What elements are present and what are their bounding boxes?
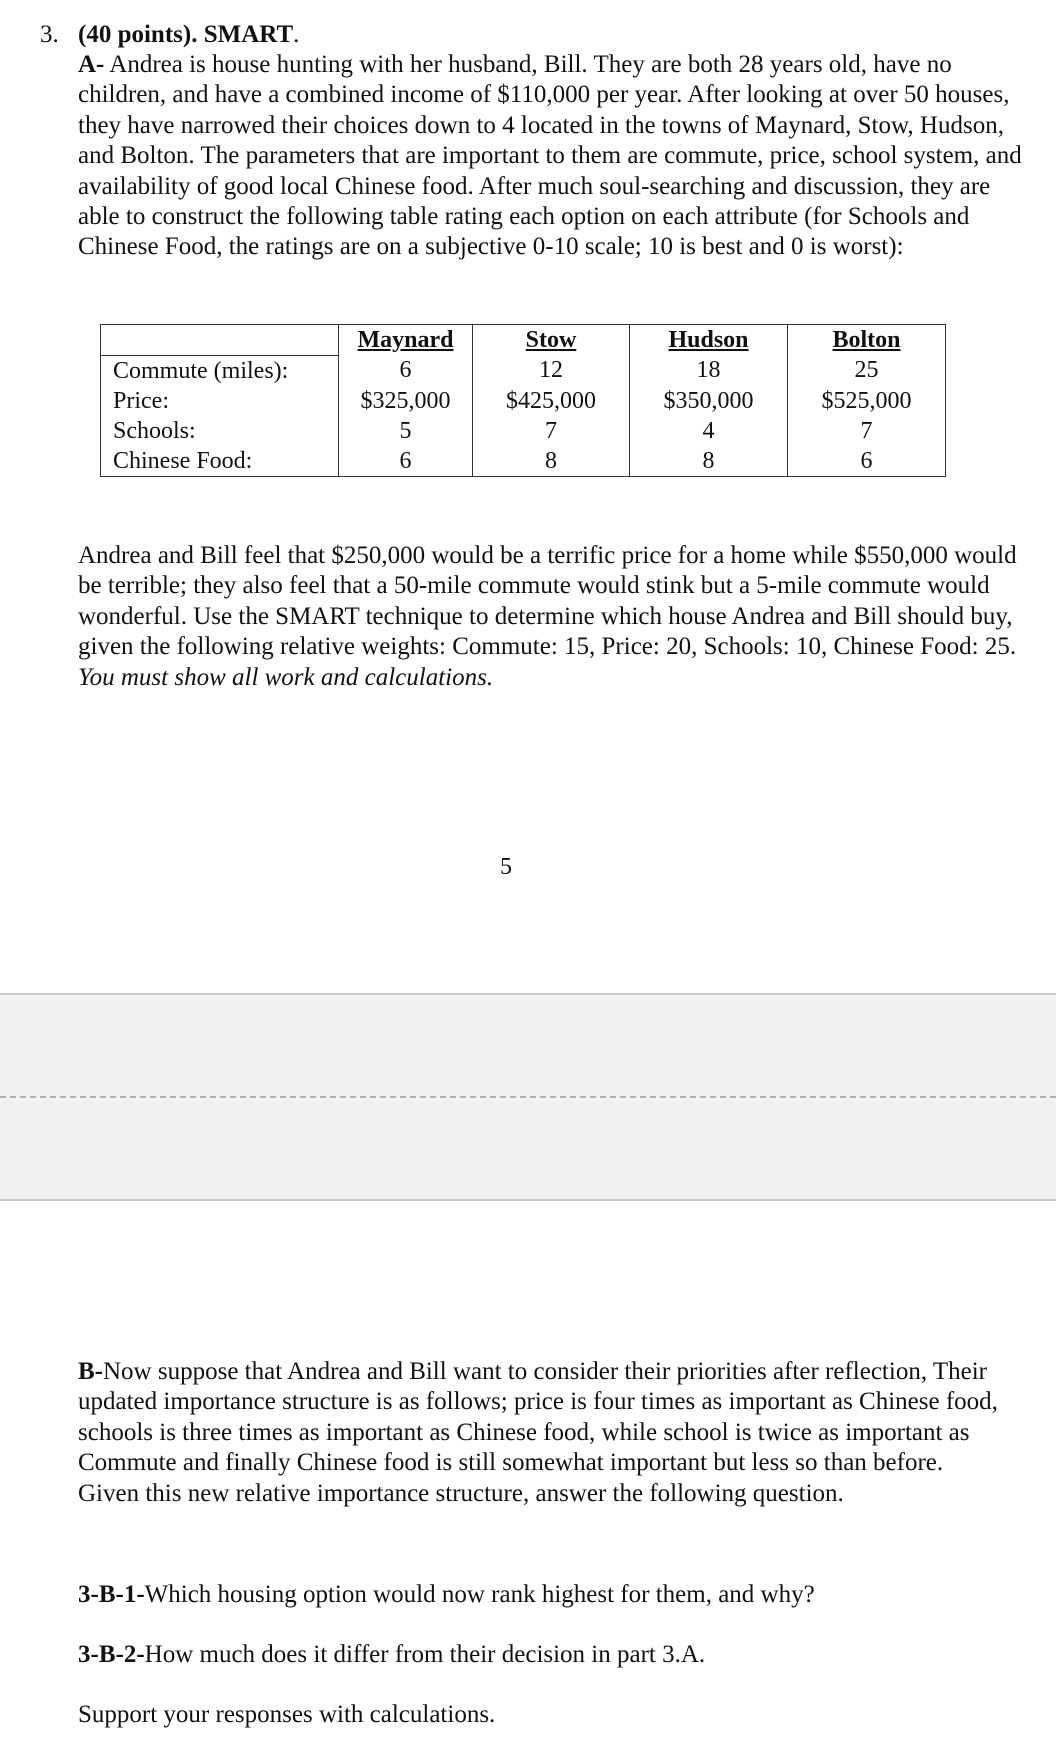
table-cell: $350,000: [630, 386, 788, 416]
part-b-followup: Given this new relative importance structure, answer the following question.: [78, 1479, 844, 1507]
part-b-text: Now suppose that Andrea and Bill want to consider their priorities after reflection, Their updated importance structure is as follows; price is four times as important as Chinese food, schools is three times as important as Chinese food, while school is twice as important as Commute and finally Chinese food is still somewhat important but less so than before.: [78, 1358, 998, 1477]
question-title-end: .: [293, 21, 300, 48]
table-cell: 7: [473, 416, 630, 446]
part-a-lead: A-: [78, 51, 105, 78]
support-instruction: Support your responses with calculations.: [78, 1701, 496, 1728]
table-cell: 4: [630, 416, 788, 446]
column-header: Bolton: [788, 325, 946, 356]
question-3-b-1-text: Which housing option would now rank highest for them, and why?: [144, 1581, 815, 1608]
table-cell: $425,000: [473, 386, 630, 416]
part-b-paragraph: [78, 1357, 1038, 1479]
table-row: [101, 416, 946, 446]
ratings-table: [100, 324, 946, 477]
part-b-lead: B-: [78, 1358, 103, 1385]
table-cell: 6: [339, 446, 473, 477]
table-row: [101, 386, 946, 416]
table-row: [101, 446, 946, 477]
table-cell: 7: [788, 416, 946, 446]
row-label: Schools:: [101, 416, 339, 446]
question-3-b-1-lead: 3-B-1-: [78, 1581, 145, 1608]
table-row: [101, 356, 946, 387]
question-3-b-2-text: How much does it differ from their decision in part 3.A.: [144, 1641, 706, 1668]
table-cell: 6: [339, 356, 473, 387]
column-header: Hudson: [630, 325, 788, 356]
table-header-row: [101, 325, 946, 356]
table-cell: 12: [473, 356, 630, 387]
table-corner-cell: [101, 325, 339, 356]
part-a-intro: [78, 50, 1038, 263]
table-cell: 25: [788, 356, 946, 387]
row-label: Chinese Food:: [101, 446, 339, 477]
row-label: Price:: [101, 386, 339, 416]
part-a-instructions-emphasis: You must show all work and calculations.: [78, 663, 494, 691]
table-cell: 8: [473, 446, 630, 477]
page-number: 5: [500, 854, 512, 880]
column-header: Maynard: [339, 325, 473, 356]
question-header: [40, 20, 1040, 50]
question-3-b-2-lead: 3-B-2-: [78, 1641, 145, 1668]
question-title: (40 points). SMART: [78, 21, 294, 48]
row-label: Commute (miles):: [101, 356, 339, 387]
table-cell: $525,000: [788, 386, 946, 416]
table-cell: $325,000: [339, 386, 473, 416]
question-3-b-1: [78, 1580, 1038, 1610]
table-cell: 18: [630, 356, 788, 387]
question-number: 3.: [40, 21, 59, 48]
table-cell: 5: [339, 416, 473, 446]
part-a-intro-text: Andrea is house hunting with her husband, Bill. They are both 28 years old, have no children, and have a combined income of $110,000 per year. After looking at over 50 houses, they have narrowed their choices down to 4 located in the towns of Maynard, Stow, Hudson, and Bolton. The parameters that are important to them are commute, price, school system, and availability of good local Chinese food. After much soul-searching and discussion, they are able to construct the following table rating each option on each attribute (for Schools and Chinese Food, the ratings are on a subjective 0-10 scale; 10 is best and 0 is worst):: [78, 51, 1022, 261]
part-b-intro: [78, 1357, 1038, 1509]
column-header: Stow: [473, 325, 630, 356]
page-break-divider: [0, 1096, 1056, 1098]
table-cell: 8: [630, 446, 788, 477]
part-a-instructions: [78, 541, 1038, 693]
question-3-b-2: [78, 1640, 1038, 1670]
table-cell: 6: [788, 446, 946, 477]
part-a-instructions-text: Andrea and Bill feel that $250,000 would be a terrific price for a home while $550,000 would be terrible; they also feel that a 50-mile commute would stink but a 5-mile commute would wonderful. Use the SMART technique to determine which house Andrea and Bill should buy, given the following relative weights: Commute: 15, Price: 20, Schools: 10, Chinese Food: 25.: [78, 542, 1017, 661]
